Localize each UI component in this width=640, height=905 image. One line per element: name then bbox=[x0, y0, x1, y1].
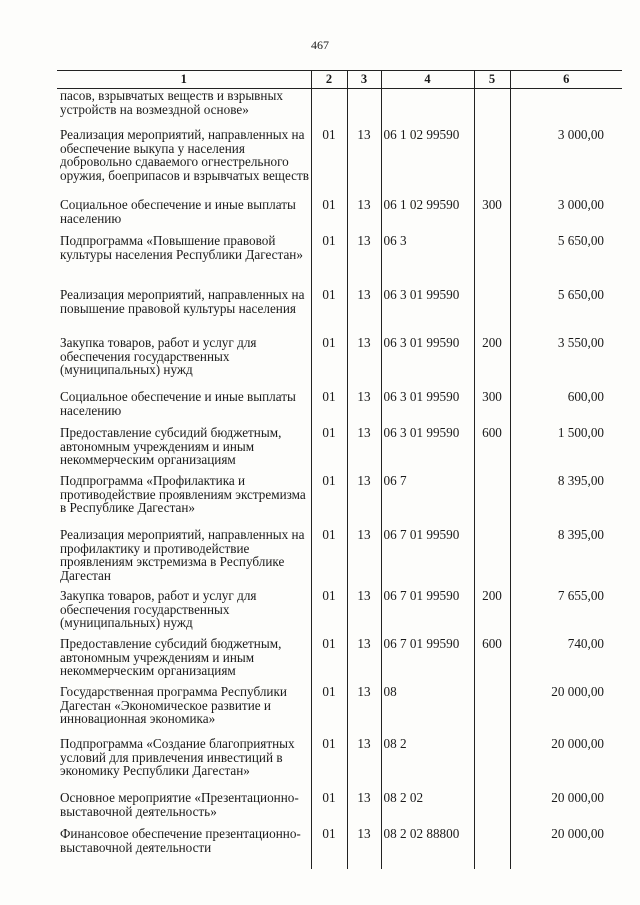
row-name: Реализация мероприятий, направленных на обеспечение выкупа у населения добровольно сдаваемого огнестрельного оружия, боеприпасов и взрывчатых веществ bbox=[60, 127, 309, 183]
header-col-1: 1 bbox=[57, 71, 311, 89]
table-row bbox=[57, 589, 622, 637]
row-section: 01 bbox=[311, 791, 347, 827]
row-name: Подпрограмма «Повышение правовой культуры населения Республики Дагестан» bbox=[60, 233, 303, 262]
row-name: Закупка товаров, работ и услуг для обеспечения государственных (муниципальных) нужд bbox=[60, 335, 257, 378]
row-name: пасов, взрывчатых веществ и взрывных устройств на возмездной основе» bbox=[60, 88, 283, 117]
row-amount: 5 650,00 bbox=[510, 234, 622, 288]
row-target-code: 06 3 01 99590 bbox=[381, 336, 474, 390]
table-row bbox=[57, 791, 622, 827]
row-section: 01 bbox=[311, 390, 347, 426]
table-row bbox=[57, 737, 622, 791]
row-expense-type: 600 bbox=[474, 637, 510, 685]
row-section bbox=[311, 89, 347, 129]
row-subsection: 13 bbox=[347, 336, 381, 390]
row-expense-type bbox=[474, 827, 510, 869]
row-subsection: 13 bbox=[347, 528, 381, 589]
row-subsection: 13 bbox=[347, 234, 381, 288]
table-row bbox=[57, 637, 622, 685]
row-subsection: 13 bbox=[347, 589, 381, 637]
row-expense-type bbox=[474, 791, 510, 827]
row-expense-type bbox=[474, 474, 510, 528]
row-section: 01 bbox=[311, 234, 347, 288]
row-section: 01 bbox=[311, 637, 347, 685]
row-name: Предоставление субсидий бюджетным, автономным учреждениям и иным некоммерческим организациям bbox=[60, 425, 282, 468]
row-amount bbox=[510, 89, 622, 129]
table-row bbox=[57, 685, 622, 737]
row-subsection: 13 bbox=[347, 288, 381, 336]
row-amount: 7 655,00 bbox=[510, 589, 622, 637]
row-amount: 3 000,00 bbox=[510, 198, 622, 234]
row-expense-type: 200 bbox=[474, 589, 510, 637]
row-target-code: 08 bbox=[381, 685, 474, 737]
row-name: Социальное обеспечение и иные выплаты населению bbox=[60, 389, 296, 418]
row-section: 01 bbox=[311, 336, 347, 390]
row-subsection: 13 bbox=[347, 637, 381, 685]
header-col-6: 6 bbox=[510, 71, 622, 89]
row-subsection: 13 bbox=[347, 390, 381, 426]
row-amount: 600,00 bbox=[510, 390, 622, 426]
row-subsection: 13 bbox=[347, 128, 381, 198]
row-name: Подпрограмма «Создание благоприятных условий для привлечения инвестиций в экономику Республики Дагестан» bbox=[60, 736, 295, 779]
row-target-code: 06 7 bbox=[381, 474, 474, 528]
row-section: 01 bbox=[311, 426, 347, 474]
row-amount: 1 500,00 bbox=[510, 426, 622, 474]
table-row bbox=[57, 288, 622, 336]
row-expense-type bbox=[474, 288, 510, 336]
page-number: 467 bbox=[311, 38, 329, 52]
row-amount: 20 000,00 bbox=[510, 685, 622, 737]
table-row bbox=[57, 474, 622, 528]
row-expense-type bbox=[474, 528, 510, 589]
table-row bbox=[57, 198, 622, 234]
row-expense-type: 200 bbox=[474, 336, 510, 390]
row-expense-type: 600 bbox=[474, 426, 510, 474]
row-subsection: 13 bbox=[347, 426, 381, 474]
header-col-4: 4 bbox=[381, 71, 474, 89]
row-expense-type: 300 bbox=[474, 198, 510, 234]
row-section: 01 bbox=[311, 474, 347, 528]
row-section: 01 bbox=[311, 737, 347, 791]
header-col-5: 5 bbox=[474, 71, 510, 89]
row-subsection: 13 bbox=[347, 827, 381, 869]
row-section: 01 bbox=[311, 198, 347, 234]
row-amount: 8 395,00 bbox=[510, 474, 622, 528]
row-amount: 5 650,00 bbox=[510, 288, 622, 336]
row-target-code: 06 7 01 99590 bbox=[381, 589, 474, 637]
row-subsection: 13 bbox=[347, 474, 381, 528]
row-target-code: 08 2 bbox=[381, 737, 474, 791]
row-amount: 740,00 bbox=[510, 637, 622, 685]
table-row bbox=[57, 528, 622, 589]
row-target-code: 06 1 02 99590 bbox=[381, 128, 474, 198]
table-row bbox=[57, 234, 622, 288]
row-expense-type: 300 bbox=[474, 390, 510, 426]
row-amount: 3 000,00 bbox=[510, 128, 622, 198]
row-expense-type bbox=[474, 737, 510, 791]
row-subsection bbox=[347, 89, 381, 129]
row-target-code bbox=[381, 89, 474, 129]
row-target-code: 08 2 02 bbox=[381, 791, 474, 827]
row-section: 01 bbox=[311, 827, 347, 869]
row-subsection: 13 bbox=[347, 685, 381, 737]
row-section: 01 bbox=[311, 589, 347, 637]
table-row bbox=[57, 128, 622, 198]
row-name: Социальное обеспечение и иные выплаты населению bbox=[60, 197, 296, 226]
row-target-code: 08 2 02 88800 bbox=[381, 827, 474, 869]
row-name: Реализация мероприятий, направленных на профилактику и противодействие проявлениям экстремизма в Республике Дагестан bbox=[60, 527, 305, 583]
row-name: Государственная программа Республики Дагестан «Экономическое развитие и инновационная экономика» bbox=[60, 684, 287, 727]
row-subsection: 13 bbox=[347, 737, 381, 791]
table-row bbox=[57, 390, 622, 426]
row-expense-type bbox=[474, 89, 510, 129]
row-section: 01 bbox=[311, 128, 347, 198]
row-section: 01 bbox=[311, 685, 347, 737]
row-name: Закупка товаров, работ и услуг для обеспечения государственных (муниципальных) нужд bbox=[60, 588, 257, 631]
row-name: Реализация мероприятий, направленных на повышение правовой культуры населения bbox=[60, 287, 305, 316]
row-target-code: 06 3 bbox=[381, 234, 474, 288]
table-row bbox=[57, 426, 622, 474]
row-amount: 3 550,00 bbox=[510, 336, 622, 390]
row-expense-type bbox=[474, 128, 510, 198]
row-section: 01 bbox=[311, 528, 347, 589]
row-amount: 8 395,00 bbox=[510, 528, 622, 589]
row-target-code: 06 7 01 99590 bbox=[381, 528, 474, 589]
row-expense-type bbox=[474, 234, 510, 288]
row-target-code: 06 1 02 99590 bbox=[381, 198, 474, 234]
row-name: Финансовое обеспечение презентационно-выставочной деятельности bbox=[60, 826, 301, 855]
header-col-2: 2 bbox=[311, 71, 347, 89]
table-body bbox=[57, 89, 622, 870]
row-amount: 20 000,00 bbox=[510, 791, 622, 827]
table-row bbox=[57, 336, 622, 390]
row-name: Подпрограмма «Профилактика и противодействие проявлениям экстремизма в Республике Дагестан» bbox=[60, 473, 306, 516]
header-row bbox=[57, 71, 622, 89]
row-amount: 20 000,00 bbox=[510, 737, 622, 791]
row-name: Основное мероприятие «Презентационно-выставочной деятельность» bbox=[60, 790, 299, 819]
row-subsection: 13 bbox=[347, 198, 381, 234]
row-target-code: 06 3 01 99590 bbox=[381, 426, 474, 474]
table-row bbox=[57, 827, 622, 869]
row-target-code: 06 3 01 99590 bbox=[381, 390, 474, 426]
table-row bbox=[57, 89, 622, 129]
row-subsection: 13 bbox=[347, 791, 381, 827]
row-target-code: 06 3 01 99590 bbox=[381, 288, 474, 336]
row-expense-type bbox=[474, 685, 510, 737]
budget-table bbox=[57, 70, 622, 869]
row-amount: 20 000,00 bbox=[510, 827, 622, 869]
header-col-3: 3 bbox=[347, 71, 381, 89]
row-target-code: 06 7 01 99590 bbox=[381, 637, 474, 685]
row-section: 01 bbox=[311, 288, 347, 336]
row-name: Предоставление субсидий бюджетным, автономным учреждениям и иным некоммерческим организациям bbox=[60, 636, 282, 679]
